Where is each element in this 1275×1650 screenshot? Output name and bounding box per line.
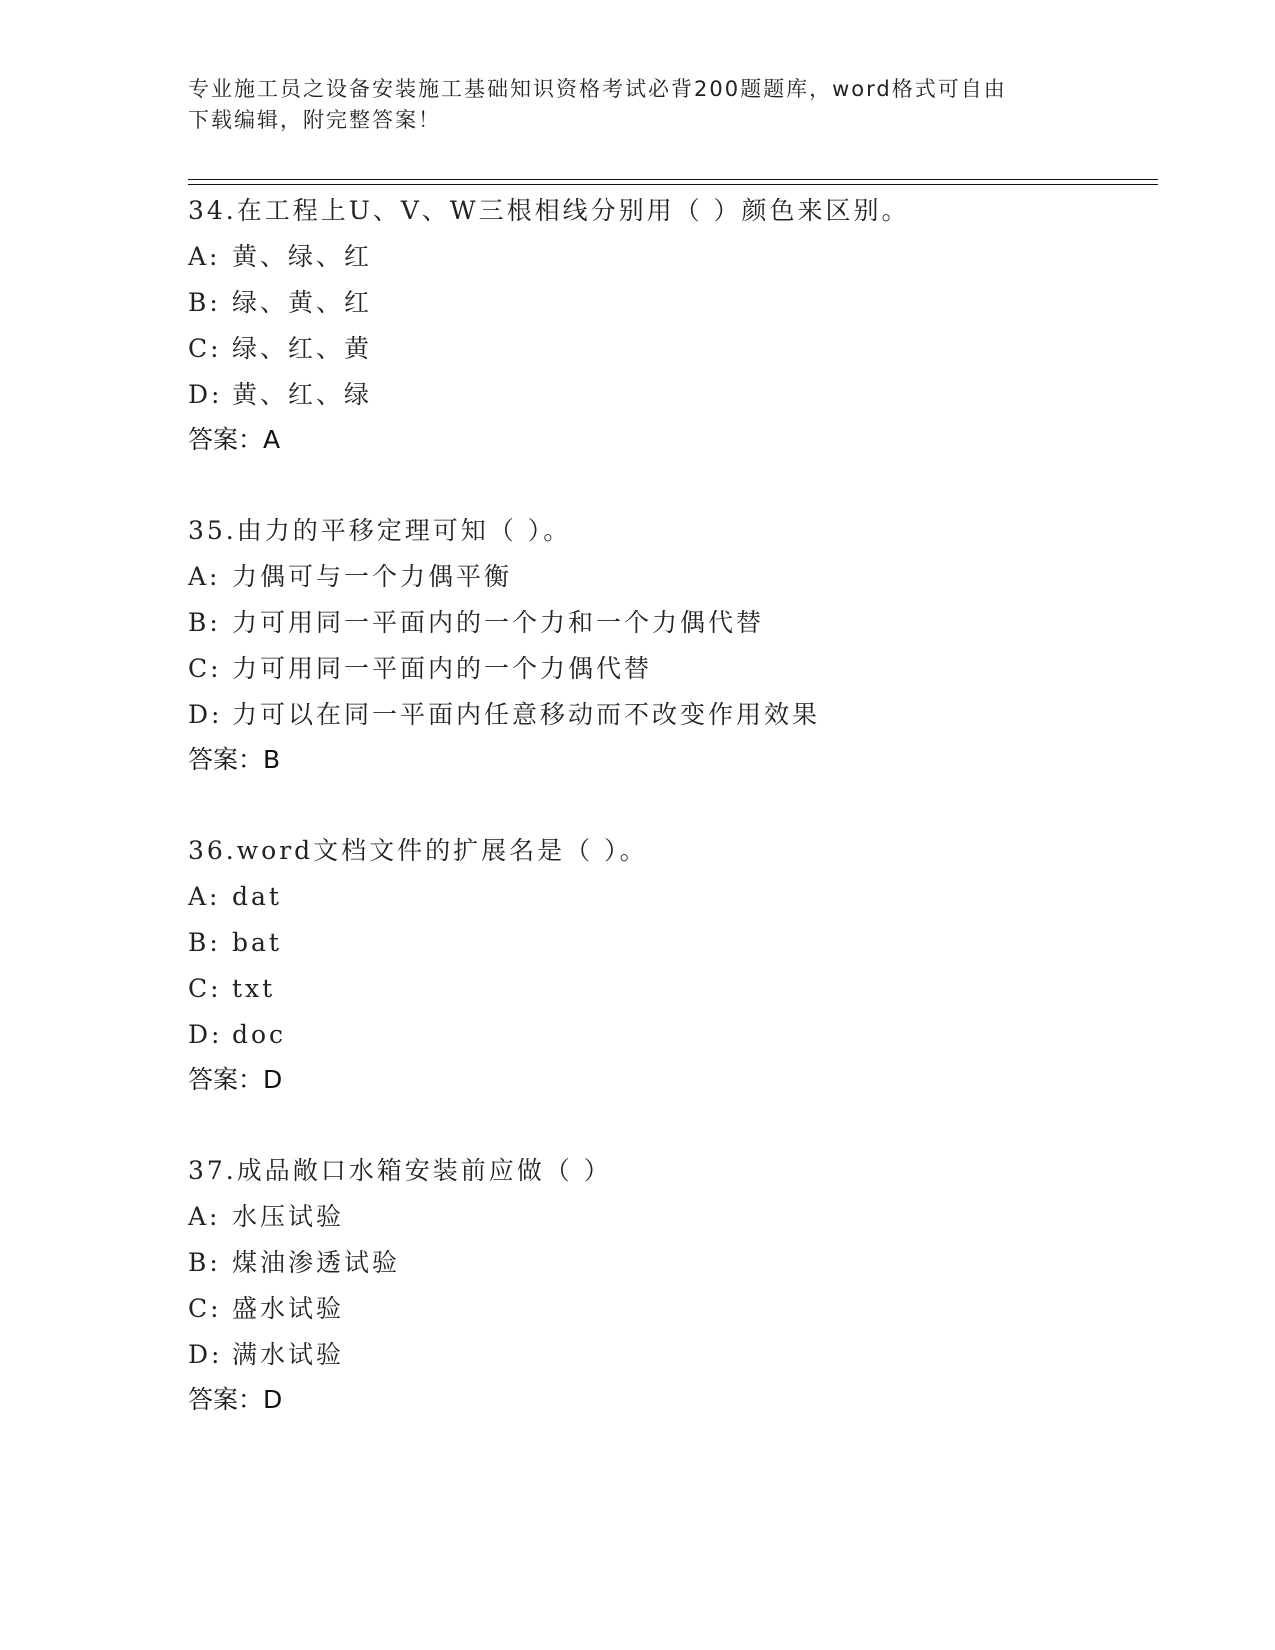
- option-text: dat: [232, 882, 282, 911]
- option-d: [188, 372, 1148, 418]
- option-letter: A:: [188, 562, 221, 591]
- question-37: [188, 1148, 1148, 1422]
- option-letter: B:: [188, 1248, 221, 1277]
- question-35: [188, 508, 1148, 782]
- option-c: [188, 1286, 1148, 1332]
- option-a: [188, 554, 1148, 600]
- option-b: [188, 1240, 1148, 1286]
- option-text: 绿、黄、红: [232, 288, 373, 317]
- header-divider-top: [188, 179, 1158, 180]
- option-letter: C:: [188, 974, 222, 1003]
- option-a: [188, 874, 1148, 920]
- option-letter: D:: [188, 380, 223, 409]
- question-stem: 35.由力的平移定理可知（ ）。: [188, 516, 572, 545]
- option-text: 水压试验: [232, 1202, 345, 1231]
- question-stem: 36.word文档文件的扩展名是（ ）。: [188, 836, 648, 865]
- option-letter: C:: [188, 654, 222, 683]
- option-text: 力偶可与一个力偶平衡: [232, 562, 513, 591]
- option-letter: D:: [188, 1340, 223, 1369]
- header-line-1: 专业施工员之设备安装施工基础知识资格考试必背200题题库，word格式可自由: [188, 77, 1007, 101]
- question-34: [188, 188, 1148, 462]
- option-letter: A:: [188, 242, 221, 271]
- option-b: [188, 280, 1148, 326]
- option-text: 绿、红、黄: [232, 334, 373, 363]
- option-letter: B:: [188, 288, 221, 317]
- option-letter: B:: [188, 608, 221, 637]
- answer-line: 答案：D: [188, 1065, 283, 1094]
- option-b: [188, 920, 1148, 966]
- option-text: 盛水试验: [232, 1294, 345, 1323]
- option-text: 力可用同一平面内的一个力和一个力偶代替: [232, 608, 765, 637]
- answer-line: 答案：A: [188, 425, 281, 454]
- option-text: 黄、红、绿: [232, 380, 373, 409]
- option-text: doc: [232, 1020, 287, 1049]
- option-letter: D:: [188, 1020, 223, 1049]
- option-text: txt: [232, 974, 276, 1003]
- option-letter: C:: [188, 1294, 222, 1323]
- answer-line: 答案：D: [188, 1385, 283, 1414]
- option-text: 力可用同一平面内的一个力偶代替: [232, 654, 653, 683]
- option-c: [188, 326, 1148, 372]
- option-text: 煤油渗透试验: [232, 1248, 401, 1277]
- option-text: 力可以在同一平面内任意移动而不改变作用效果: [232, 700, 821, 729]
- option-text: 黄、绿、红: [232, 242, 373, 271]
- question-36: [188, 828, 1148, 1102]
- answer-line: 答案：B: [188, 745, 281, 774]
- header-divider-bottom: [188, 184, 1158, 185]
- option-letter: A:: [188, 882, 221, 911]
- option-letter: A:: [188, 1202, 221, 1231]
- question-stem: 34.在工程上U、V、W三根相线分别用（ ）颜色来区别。: [188, 196, 910, 225]
- option-a: [188, 234, 1148, 280]
- option-d: [188, 1332, 1148, 1378]
- option-b: [188, 600, 1148, 646]
- option-c: [188, 966, 1148, 1012]
- document-header: [188, 74, 1088, 136]
- option-letter: D:: [188, 700, 223, 729]
- option-letter: B:: [188, 928, 221, 957]
- header-line-2: 下载编辑，附完整答案！: [188, 108, 441, 132]
- option-letter: C:: [188, 334, 222, 363]
- option-a: [188, 1194, 1148, 1240]
- option-d: [188, 692, 1148, 738]
- question-stem: 37.成品敞口水箱安装前应做（ ）: [188, 1156, 612, 1185]
- option-d: [188, 1012, 1148, 1058]
- option-text: 满水试验: [232, 1340, 345, 1369]
- option-c: [188, 646, 1148, 692]
- option-text: bat: [232, 928, 282, 957]
